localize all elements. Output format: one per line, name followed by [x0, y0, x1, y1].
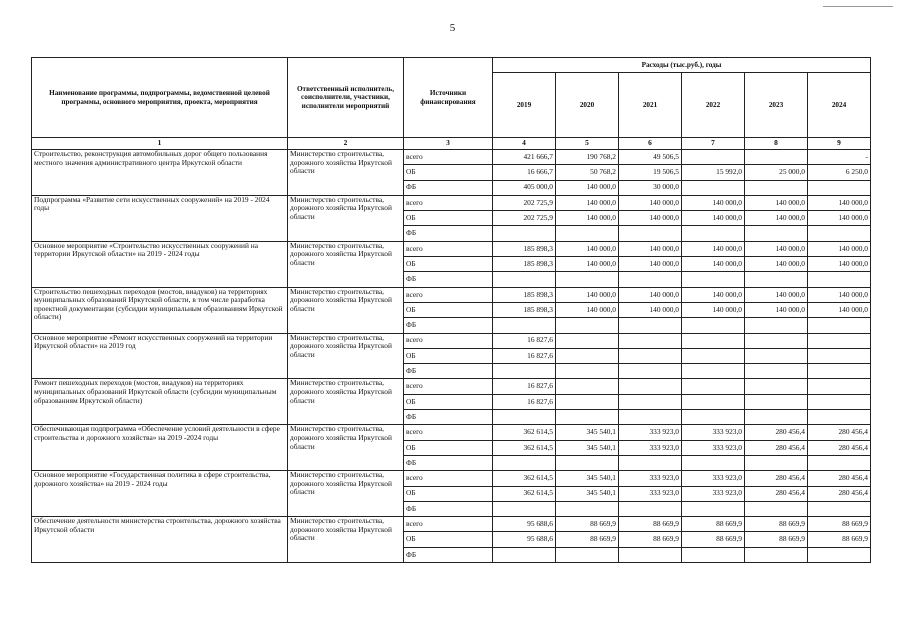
- source-cell: ОБ: [404, 348, 493, 363]
- amount-cell: [493, 226, 556, 241]
- amount-cell: [619, 364, 682, 379]
- amount-cell: 280 456,4: [745, 486, 808, 501]
- amount-cell: [556, 272, 619, 287]
- page-number: 5: [449, 22, 456, 34]
- amount-cell: 140 000,0: [808, 195, 871, 210]
- amount-cell: 280 456,4: [808, 486, 871, 501]
- amount-cell: [556, 455, 619, 470]
- amount-cell: 333 923,0: [682, 425, 745, 440]
- amount-cell: [556, 348, 619, 363]
- amount-cell: 16 827,6: [493, 394, 556, 409]
- amount-cell: [493, 410, 556, 425]
- amount-cell: [619, 226, 682, 241]
- amount-cell: [745, 180, 808, 195]
- amount-cell: 140 000,0: [745, 195, 808, 210]
- corner-mark: [823, 6, 893, 7]
- amount-cell: [745, 394, 808, 409]
- amount-cell: 88 669,9: [556, 517, 619, 532]
- amount-cell: [808, 364, 871, 379]
- amount-cell: [745, 150, 808, 165]
- program-name-cell: Обеспечение деятельности министерства строительства, дорожного хозяйства Иркутской области: [32, 517, 288, 563]
- amount-cell: [808, 394, 871, 409]
- amount-cell: [619, 455, 682, 470]
- amount-cell: [682, 379, 745, 394]
- amount-cell: 405 000,0: [493, 180, 556, 195]
- amount-cell: 16 827,6: [493, 333, 556, 348]
- source-cell: ОБ: [404, 394, 493, 409]
- amount-cell: [808, 455, 871, 470]
- amount-cell: [493, 272, 556, 287]
- amount-cell: 185 898,3: [493, 302, 556, 317]
- amount-cell: 19 506,5: [619, 165, 682, 180]
- amount-cell: 345 540,1: [556, 425, 619, 440]
- amount-cell: [682, 318, 745, 333]
- amount-cell: 88 669,9: [808, 517, 871, 532]
- amount-cell: 333 923,0: [619, 425, 682, 440]
- amount-cell: [556, 501, 619, 516]
- amount-cell: 88 669,9: [682, 532, 745, 547]
- amount-cell: [808, 547, 871, 562]
- source-cell: ОБ: [404, 211, 493, 226]
- amount-cell: 88 669,9: [682, 517, 745, 532]
- amount-cell: 140 000,0: [682, 241, 745, 256]
- column-index: 4: [493, 138, 556, 150]
- source-cell: ФБ: [404, 410, 493, 425]
- amount-cell: 95 688,6: [493, 517, 556, 532]
- amount-cell: 50 768,2: [556, 165, 619, 180]
- amount-cell: 185 898,3: [493, 241, 556, 256]
- source-cell: ОБ: [404, 165, 493, 180]
- program-name-cell: Основное мероприятие «Строительство искусственных сооружений на территории Иркутской области» на 2019 - 2024 годы: [32, 241, 288, 287]
- executor-cell: Министерство строительства, дорожного хозяйства Иркутской области: [288, 517, 404, 563]
- amount-cell: 140 000,0: [745, 287, 808, 302]
- amount-cell: 140 000,0: [619, 257, 682, 272]
- source-cell: всего: [404, 425, 493, 440]
- column-index: 5: [556, 138, 619, 150]
- table-row: [32, 425, 871, 440]
- column-index: 6: [619, 138, 682, 150]
- amount-cell: 140 000,0: [556, 195, 619, 210]
- amount-cell: [556, 318, 619, 333]
- amount-cell: [745, 272, 808, 287]
- source-cell: ОБ: [404, 532, 493, 547]
- executor-cell: Министерство строительства, дорожного хозяйства Иркутской области: [288, 287, 404, 333]
- amount-cell: [808, 333, 871, 348]
- amount-cell: [808, 379, 871, 394]
- column-index-row: [32, 138, 871, 150]
- header-name: Наименование программы, подпрограммы, ведомственной целевой программы, основного мероприятия, проекта, мероприятия: [32, 58, 288, 138]
- amount-cell: 280 456,4: [808, 425, 871, 440]
- column-index: 2: [288, 138, 404, 150]
- table-row: [32, 379, 871, 394]
- amount-cell: 140 000,0: [619, 287, 682, 302]
- amount-cell: [682, 455, 745, 470]
- executor-cell: Министерство строительства, дорожного хозяйства Иркутской области: [288, 379, 404, 425]
- amount-cell: [556, 547, 619, 562]
- amount-cell: [745, 379, 808, 394]
- amount-cell: 88 669,9: [808, 532, 871, 547]
- table-row: [32, 471, 871, 486]
- amount-cell: [745, 501, 808, 516]
- amount-cell: [808, 226, 871, 241]
- amount-cell: [682, 410, 745, 425]
- source-cell: ФБ: [404, 364, 493, 379]
- amount-cell: [556, 333, 619, 348]
- program-name-cell: Ремонт пешеходных переходов (мостов, виадуков) на территориях муниципальных образований Иркутской области (субсидии муниципальным образованиям Иркутской области): [32, 379, 288, 425]
- amount-cell: 280 456,4: [745, 425, 808, 440]
- program-name-cell: Основное мероприятие «Ремонт искусственных сооружений на территории Иркутской области» на 2019 год: [32, 333, 288, 379]
- executor-cell: Министерство строительства, дорожного хозяйства Иркутской области: [288, 241, 404, 287]
- source-cell: всего: [404, 150, 493, 165]
- amount-cell: [745, 364, 808, 379]
- amount-cell: 280 456,4: [745, 471, 808, 486]
- source-cell: ОБ: [404, 302, 493, 317]
- amount-cell: 16 827,6: [493, 379, 556, 394]
- amount-cell: [745, 348, 808, 363]
- amount-cell: 185 898,3: [493, 257, 556, 272]
- amount-cell: [682, 150, 745, 165]
- amount-cell: [682, 272, 745, 287]
- amount-cell: [808, 272, 871, 287]
- amount-cell: 140 000,0: [619, 211, 682, 226]
- amount-cell: 362 614,5: [493, 486, 556, 501]
- amount-cell: 280 456,4: [745, 440, 808, 455]
- amount-cell: 88 669,9: [556, 532, 619, 547]
- source-cell: всего: [404, 471, 493, 486]
- column-index: 7: [682, 138, 745, 150]
- header-year: 2022: [682, 73, 745, 138]
- amount-cell: [619, 410, 682, 425]
- amount-cell: [808, 410, 871, 425]
- amount-cell: 140 000,0: [745, 302, 808, 317]
- amount-cell: 140 000,0: [619, 241, 682, 256]
- source-cell: ОБ: [404, 486, 493, 501]
- amount-cell: [619, 501, 682, 516]
- header-year: 2024: [808, 73, 871, 138]
- amount-cell: 140 000,0: [556, 211, 619, 226]
- amount-cell: 140 000,0: [745, 257, 808, 272]
- source-cell: всего: [404, 287, 493, 302]
- amount-cell: 140 000,0: [745, 211, 808, 226]
- header-executor: Ответственный исполнитель, соисполнители, участники, исполнители мероприятий: [288, 58, 404, 138]
- amount-cell: [745, 410, 808, 425]
- amount-cell: 95 688,6: [493, 532, 556, 547]
- expenses-table: [31, 57, 871, 563]
- executor-cell: Министерство строительства, дорожного хозяйства Иркутской области: [288, 471, 404, 517]
- amount-cell: 333 923,0: [619, 440, 682, 455]
- amount-cell: [682, 180, 745, 195]
- header-source: Источники финансирования: [404, 58, 493, 138]
- amount-cell: [493, 455, 556, 470]
- amount-cell: [619, 272, 682, 287]
- header-year: 2021: [619, 73, 682, 138]
- amount-cell: 333 923,0: [619, 486, 682, 501]
- amount-cell: [682, 333, 745, 348]
- amount-cell: [556, 394, 619, 409]
- source-cell: ФБ: [404, 226, 493, 241]
- amount-cell: 88 669,9: [745, 532, 808, 547]
- amount-cell: 30 000,0: [619, 180, 682, 195]
- amount-cell: 140 000,0: [808, 257, 871, 272]
- header-expenses: Расходы (тыс.руб.), годы: [493, 58, 871, 73]
- amount-cell: 16 666,7: [493, 165, 556, 180]
- table-row: [32, 195, 871, 210]
- amount-cell: [682, 226, 745, 241]
- amount-cell: [808, 501, 871, 516]
- source-cell: ФБ: [404, 455, 493, 470]
- amount-cell: 140 000,0: [808, 302, 871, 317]
- amount-cell: 140 000,0: [619, 302, 682, 317]
- amount-cell: [808, 318, 871, 333]
- executor-cell: Министерство строительства, дорожного хозяйства Иркутской области: [288, 195, 404, 241]
- amount-cell: [808, 180, 871, 195]
- amount-cell: 362 614,5: [493, 440, 556, 455]
- table-row: [32, 241, 871, 256]
- amount-cell: [745, 455, 808, 470]
- program-name-cell: Строительство, реконструкция автомобильных дорог общего пользования местного значения административного центра Иркутской области: [32, 150, 288, 196]
- source-cell: всего: [404, 333, 493, 348]
- amount-cell: [745, 333, 808, 348]
- program-name-cell: Обеспечивающая подпрограмма «Обеспечение условий деятельности в сфере строительства и дорожного хозяйства» на 2019 -2024 годы: [32, 425, 288, 471]
- amount-cell: 345 540,1: [556, 440, 619, 455]
- amount-cell: 140 000,0: [682, 302, 745, 317]
- source-cell: ОБ: [404, 440, 493, 455]
- amount-cell: [556, 379, 619, 394]
- amount-cell: 345 540,1: [556, 486, 619, 501]
- amount-cell: 362 614,5: [493, 425, 556, 440]
- amount-cell: 140 000,0: [808, 241, 871, 256]
- amount-cell: 88 669,9: [619, 532, 682, 547]
- amount-cell: [619, 379, 682, 394]
- amount-cell: [682, 394, 745, 409]
- program-name-cell: Основное мероприятие «Государственная политика в сфере строительства, дорожного хозяйства» на 2019 - 2024 годы: [32, 471, 288, 517]
- table-row: [32, 287, 871, 302]
- amount-cell: 185 898,3: [493, 287, 556, 302]
- amount-cell: 202 725,9: [493, 195, 556, 210]
- amount-cell: [682, 348, 745, 363]
- amount-cell: [745, 547, 808, 562]
- amount-cell: 140 000,0: [682, 211, 745, 226]
- amount-cell: 140 000,0: [556, 287, 619, 302]
- column-index: 8: [745, 138, 808, 150]
- amount-cell: [556, 364, 619, 379]
- amount-cell: 16 827,6: [493, 348, 556, 363]
- amount-cell: 280 456,4: [808, 440, 871, 455]
- amount-cell: 362 614,5: [493, 471, 556, 486]
- source-cell: всего: [404, 195, 493, 210]
- source-cell: ФБ: [404, 547, 493, 562]
- source-cell: всего: [404, 241, 493, 256]
- amount-cell: 49 506,5: [619, 150, 682, 165]
- amount-cell: 15 992,0: [682, 165, 745, 180]
- amount-cell: [493, 364, 556, 379]
- amount-cell: [493, 318, 556, 333]
- amount-cell: 333 923,0: [682, 440, 745, 455]
- amount-cell: 190 768,2: [556, 150, 619, 165]
- amount-cell: 140 000,0: [682, 257, 745, 272]
- amount-cell: [619, 394, 682, 409]
- amount-cell: 6 250,0: [808, 165, 871, 180]
- amount-cell: [808, 348, 871, 363]
- header-year: 2023: [745, 73, 808, 138]
- amount-cell: 140 000,0: [556, 180, 619, 195]
- column-index: 1: [32, 138, 288, 150]
- amount-cell: 280 456,4: [808, 471, 871, 486]
- program-name-cell: Подпрограмма «Развитие сети искусственных сооружений» на 2019 - 2024 годы: [32, 195, 288, 241]
- table-row: [32, 517, 871, 532]
- amount-cell: 140 000,0: [556, 257, 619, 272]
- amount-cell: 140 000,0: [556, 302, 619, 317]
- amount-cell: [682, 364, 745, 379]
- program-name-cell: Строительство пешеходных переходов (мостов, виадуков) на территориях муниципальных образований Иркутской области, в том числе разработка проектной документации (субсидии муниципальным образованиям Иркутской области): [32, 287, 288, 333]
- amount-cell: [493, 547, 556, 562]
- amount-cell: 421 666,7: [493, 150, 556, 165]
- table-row: [32, 150, 871, 165]
- column-index: 9: [808, 138, 871, 150]
- amount-cell: [745, 318, 808, 333]
- amount-cell: [556, 410, 619, 425]
- source-cell: ФБ: [404, 501, 493, 516]
- amount-cell: [619, 333, 682, 348]
- amount-cell: 333 923,0: [682, 486, 745, 501]
- source-cell: ФБ: [404, 318, 493, 333]
- amount-cell: 140 000,0: [808, 211, 871, 226]
- table-row: [32, 333, 871, 348]
- amount-cell: 333 923,0: [682, 471, 745, 486]
- amount-cell: [745, 226, 808, 241]
- amount-cell: 202 725,9: [493, 211, 556, 226]
- amount-cell: [619, 318, 682, 333]
- amount-cell: [682, 547, 745, 562]
- amount-cell: [619, 348, 682, 363]
- column-index: 3: [404, 138, 493, 150]
- amount-cell: 345 540,1: [556, 471, 619, 486]
- amount-cell: 140 000,0: [619, 195, 682, 210]
- executor-cell: Министерство строительства, дорожного хозяйства Иркутской области: [288, 333, 404, 379]
- amount-cell: 140 000,0: [808, 287, 871, 302]
- executor-cell: Министерство строительства, дорожного хозяйства Иркутской области: [288, 150, 404, 196]
- amount-cell: [619, 547, 682, 562]
- amount-cell: 333 923,0: [619, 471, 682, 486]
- amount-cell: [556, 226, 619, 241]
- header-year: 2020: [556, 73, 619, 138]
- amount-cell: 140 000,0: [745, 241, 808, 256]
- amount-cell: 140 000,0: [682, 195, 745, 210]
- amount-cell: 88 669,9: [619, 517, 682, 532]
- amount-cell: -: [808, 150, 871, 165]
- amount-cell: 25 000,0: [745, 165, 808, 180]
- executor-cell: Министерство строительства, дорожного хозяйства Иркутской области: [288, 425, 404, 471]
- source-cell: ОБ: [404, 257, 493, 272]
- source-cell: ФБ: [404, 180, 493, 195]
- amount-cell: 140 000,0: [556, 241, 619, 256]
- amount-cell: 88 669,9: [745, 517, 808, 532]
- header-year: 2019: [493, 73, 556, 138]
- amount-cell: [493, 501, 556, 516]
- amount-cell: [682, 501, 745, 516]
- source-cell: ФБ: [404, 272, 493, 287]
- source-cell: всего: [404, 379, 493, 394]
- amount-cell: 140 000,0: [682, 287, 745, 302]
- source-cell: всего: [404, 517, 493, 532]
